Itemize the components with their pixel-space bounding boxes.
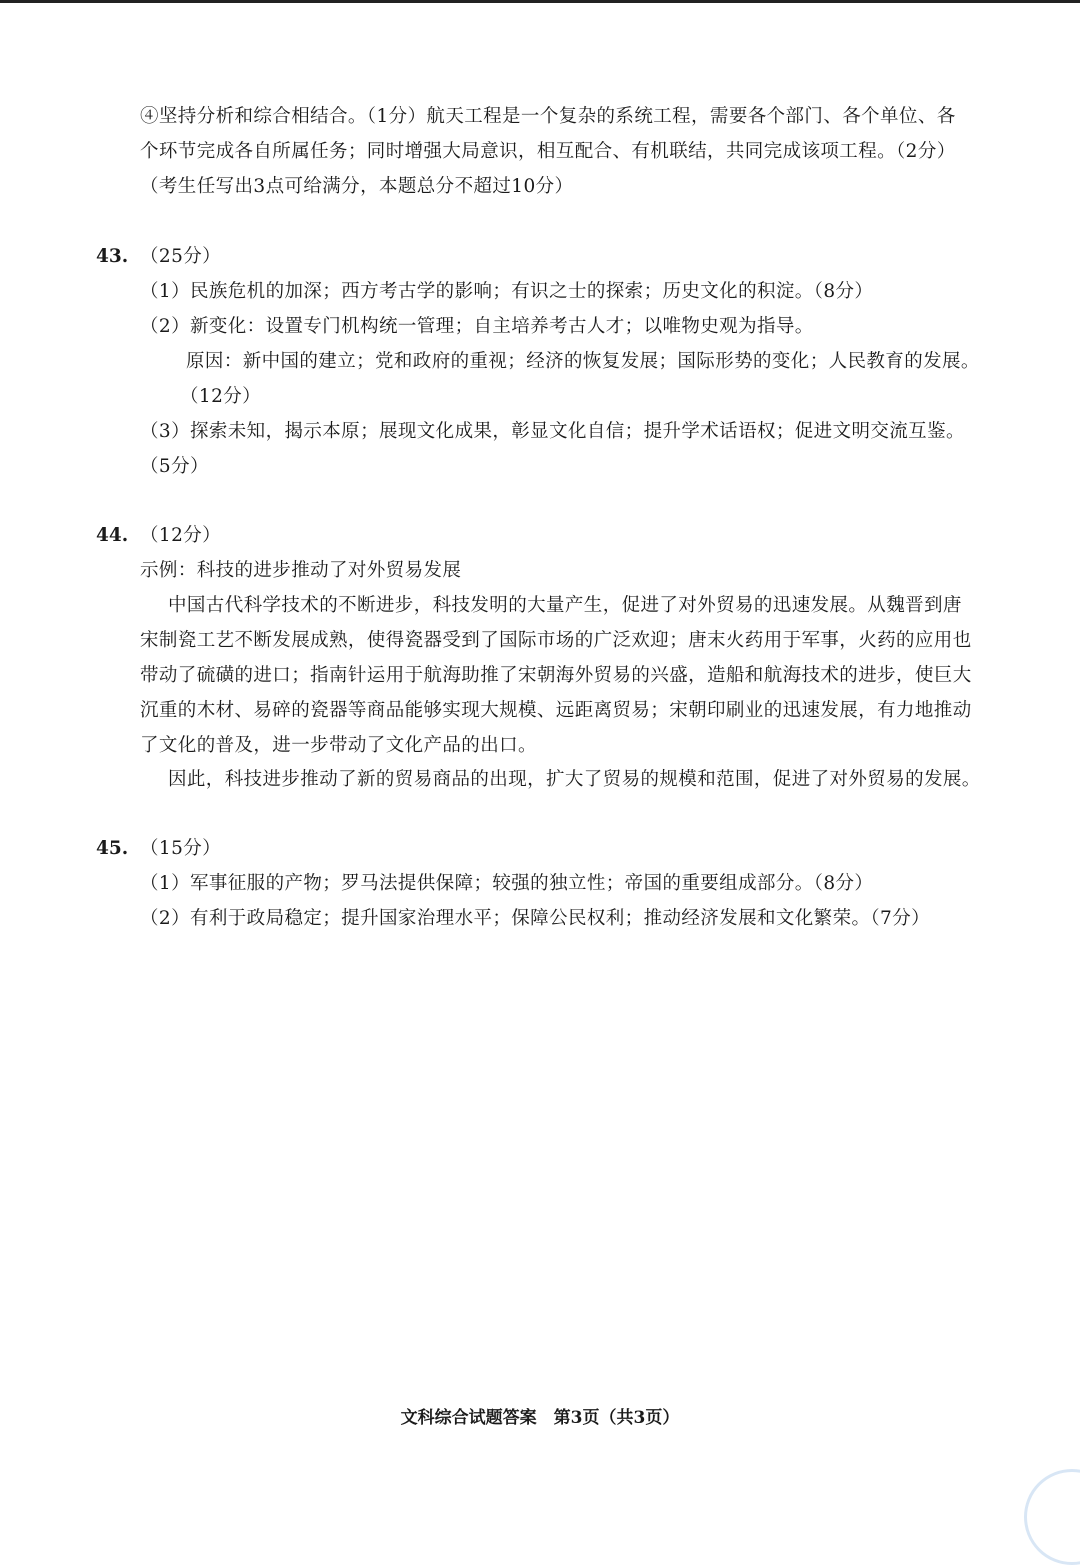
q42-line-3: （考生任写出3点可给满分，本题总分不超过10分） bbox=[140, 176, 574, 197]
q44-paragraph-1-line-5: 了文化的普及，进一步带动了文化产品的出口。 bbox=[140, 735, 537, 756]
q43-answer-2: （2）新变化：设置专门机构统一管理；自主培养考古人才；以唯物史观为指导。 bbox=[140, 316, 814, 337]
q43-points: （25分） bbox=[140, 246, 222, 267]
page-corner-curl bbox=[1024, 1469, 1080, 1565]
q44-number: 44. bbox=[96, 525, 129, 546]
q44-paragraph-1-line-2: 宋制瓷工艺不断发展成熟，使得瓷器受到了国际市场的广泛欢迎；唐末火药用于军事，火药的应用也 bbox=[140, 630, 972, 651]
q44-paragraph-1-line-3: 带动了硫磺的进口；指南针运用于航海助推了宋朝海外贸易的兴盛，造船和航海技术的进步，使巨大 bbox=[140, 665, 972, 686]
q44-points: （12分） bbox=[140, 525, 222, 546]
q44-paragraph-1-line-4: 沉重的木材、易碎的瓷器等商品能够实现大规模、远距离贸易；宋朝印刷业的迅速发展，有力地推动 bbox=[140, 700, 972, 721]
q45-answer-2: （2）有利于政局稳定；提升国家治理水平；保障公民权利；推动经济发展和文化繁荣。（7分） bbox=[140, 908, 930, 929]
q45-points: （15分） bbox=[140, 838, 222, 859]
top-border-rule bbox=[0, 0, 1080, 3]
page-footer: 文科综合试题答案 第3页（共3页） bbox=[400, 1408, 680, 1428]
q44-paragraph-1-line-1: 中国古代科学技术的不断进步，科技发明的大量产生，促进了对外贸易的迅速发展。从魏晋到唐 bbox=[168, 595, 962, 616]
q42-line-2: 个环节完成各自所属任务；同时增强大局意识，相互配合、有机联结，共同完成该项工程。（2分） bbox=[140, 141, 956, 162]
q43-answer-2-reason: 原因：新中国的建立；党和政府的重视；经济的恢复发展；国际形势的变化；人民教育的发展。 bbox=[186, 351, 980, 372]
q45-number: 45. bbox=[96, 838, 129, 859]
q44-paragraph-2: 因此，科技进步推动了新的贸易商品的出现，扩大了贸易的规模和范围，促进了对外贸易的发展。 bbox=[168, 769, 981, 790]
q43-number: 43. bbox=[96, 246, 129, 267]
q43-answer-2-points: （12分） bbox=[180, 386, 262, 407]
q42-line-1: ④坚持分析和综合相结合。（1分）航天工程是一个复杂的系统工程，需要各个部门、各个单位、各 bbox=[140, 106, 956, 127]
q43-answer-1: （1）民族危机的加深；西方考古学的影响；有识之士的探索；历史文化的积淀。（8分） bbox=[140, 281, 874, 302]
q43-answer-3: （3）探索未知，揭示本原；展现文化成果，彰显文化自信；提升学术话语权；促进文明交流互鉴。 bbox=[140, 421, 965, 442]
q45-answer-1: （1）军事征服的产物；罗马法提供保障；较强的独立性；帝国的重要组成部分。（8分） bbox=[140, 873, 874, 894]
q43-answer-3-points: （5分） bbox=[140, 456, 209, 477]
q44-example-title: 示例：科技的进步推动了对外贸易发展 bbox=[140, 560, 462, 581]
